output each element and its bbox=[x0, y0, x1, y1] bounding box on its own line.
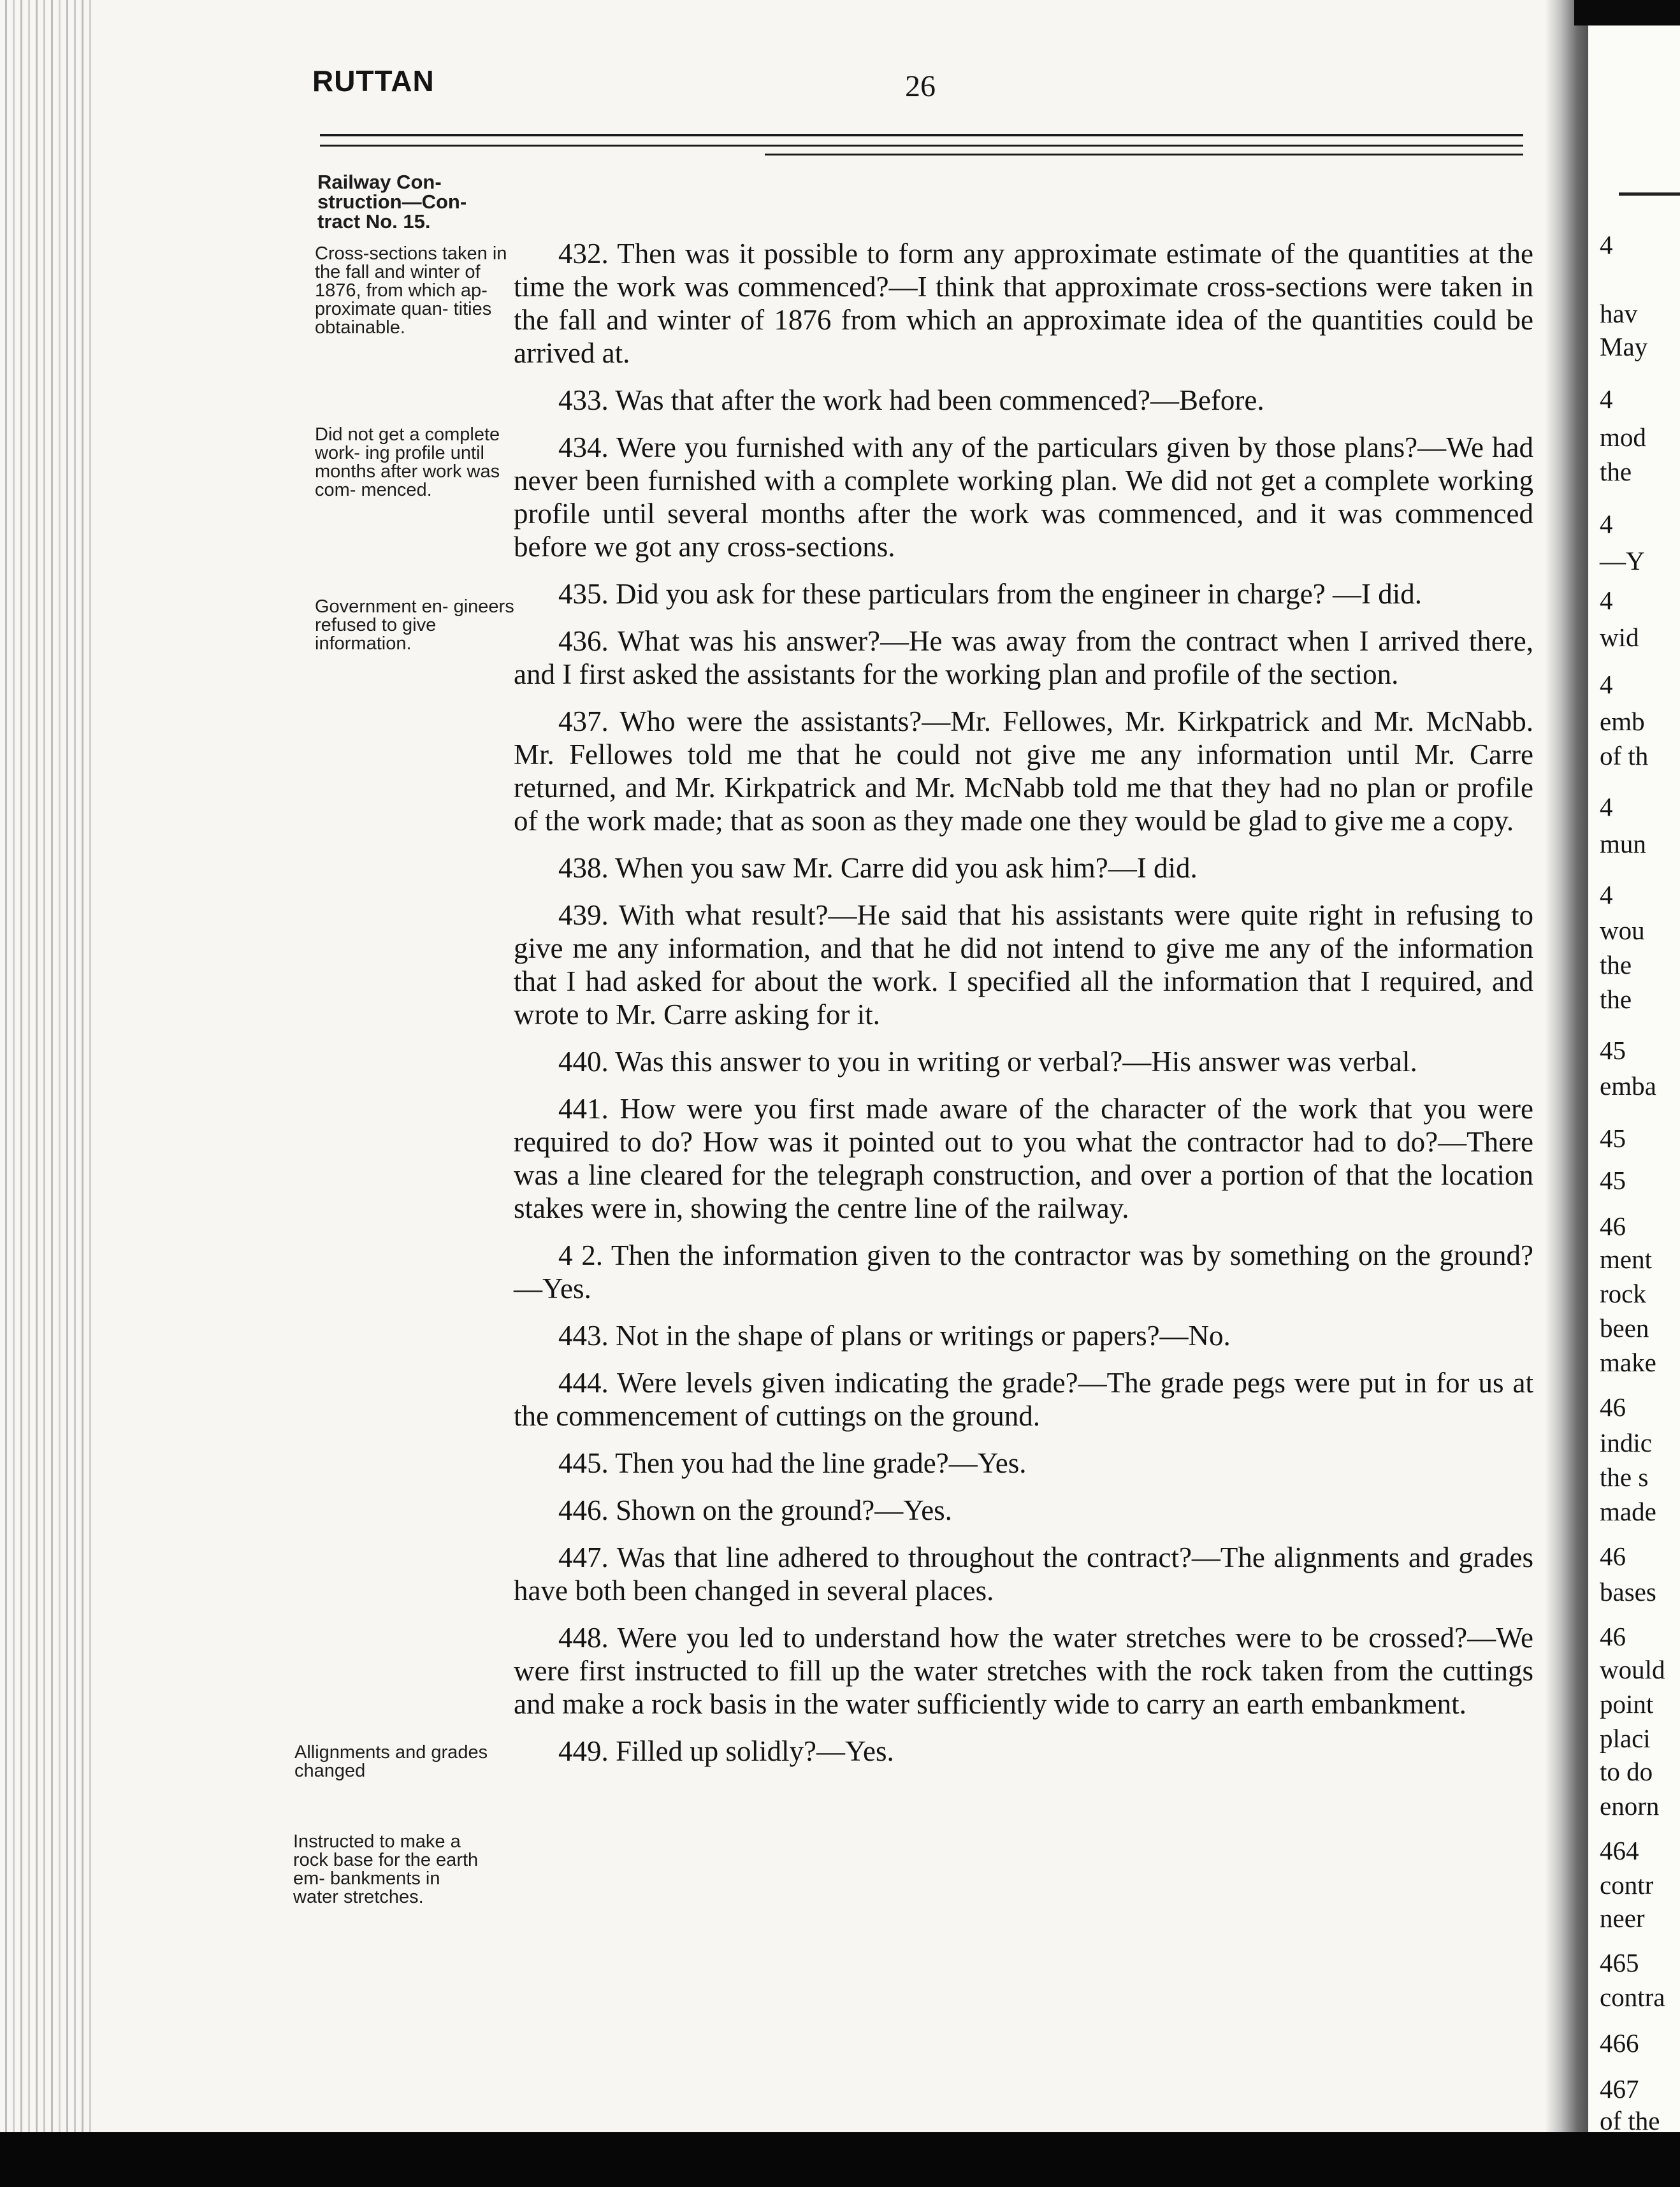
next-page-fragment: 4 bbox=[1600, 586, 1613, 615]
paragraph-439: 439. With what result?—He said that his assistants were quite right in refusing to give me any information, and that he did not intend to give me any of the information that I had asked for about the work. I specified all the information that I required, and wrote to Mr. Carre asking for it. bbox=[514, 899, 1533, 1030]
paragraph-448: 448. Were you led to understand how the water stretches were to be crossed?—We were first instructed to fill up the water stretches with the rock taken from the cuttings and make a rock basis in the water sufficiently wide to carry an earth embankment. bbox=[514, 1622, 1533, 1720]
margin-note-cross-sections: Cross-sections taken in the fall and winter of 1876, from which ap- proximate quan- tities obtainable. bbox=[315, 243, 507, 338]
next-page-fragment: rock bbox=[1600, 1279, 1646, 1308]
next-page-fragment: 4 bbox=[1600, 509, 1613, 538]
paragraph-442: 4 2. Then the information given to the contractor was by something on the ground?—Yes. bbox=[514, 1239, 1533, 1304]
next-page-fragment: 45 bbox=[1600, 1166, 1626, 1195]
next-page-fragment: —Y bbox=[1600, 546, 1645, 575]
next-page-fragment: 466 bbox=[1600, 2028, 1639, 2058]
next-page-fragment: of the bbox=[1600, 2106, 1660, 2132]
next-page-fragment: the bbox=[1600, 950, 1632, 979]
next-page-fragment: point bbox=[1600, 1689, 1654, 1719]
header-rule-extra bbox=[765, 154, 1523, 155]
paragraph-444: 444. Were levels given indicating the grade?—The grade pegs were put in for us at the commencement of cuttings on the ground. bbox=[514, 1367, 1533, 1432]
paragraph-434: 434. Were you furnished with any of the particulars given by those plans?—We had never been furnished with a complete working plan. We did not get a complete working profile until several months after the work was commenced, and it was commenced before we got any cross-sections. bbox=[514, 431, 1533, 563]
paragraph-437: 437. Who were the assistants?—Mr. Fellowes, Mr. Kirkpatrick and Mr. McNabb. Mr. Fellowes told me that he could not give me any information until Mr. Carre returned, and Mr. Kirkpatrick and Mr. McNabb told me that they had no plan or profile of the work made; that as soon as they made one they would be glad to give me a copy. bbox=[514, 705, 1533, 837]
paragraph-438: 438. When you saw Mr. Carre did you ask him?—I did. bbox=[558, 852, 1198, 884]
next-page-fragment: 4 bbox=[1600, 792, 1613, 821]
scan-border-bottom bbox=[0, 2132, 1680, 2187]
next-page-fragment: 4 bbox=[1600, 230, 1613, 259]
paragraph-447: 447. Was that line adhered to throughout the contract?—The alignments and grades have both been changed in several places. bbox=[514, 1541, 1533, 1606]
running-head: RUTTAN bbox=[312, 64, 435, 97]
next-page-fragment: indic bbox=[1600, 1428, 1652, 1457]
paragraph-443: 443. Not in the shape of plans or writings or papers?—No. bbox=[558, 1320, 1231, 1352]
next-page-fragment: May bbox=[1600, 332, 1648, 361]
next-page-fragment: 46 bbox=[1600, 1392, 1626, 1422]
next-page-fragment: ment bbox=[1600, 1245, 1652, 1274]
page-stack-edges bbox=[0, 0, 96, 2187]
margin-note-subject: Railway Con- struction—Con- tract No. 15. bbox=[317, 171, 467, 233]
next-page-fragment: enorn bbox=[1600, 1791, 1660, 1821]
next-page-fragment: 46 bbox=[1600, 1541, 1626, 1571]
next-page-fragment: 46 bbox=[1600, 1622, 1626, 1651]
next-page-fragment: 467 bbox=[1600, 2074, 1639, 2104]
testimony-text bbox=[514, 237, 1533, 1782]
next-page-fragment: made bbox=[1600, 1497, 1656, 1526]
next-page-fragment: to do bbox=[1600, 1757, 1653, 1786]
paragraph-435: 435. Did you ask for these particulars from the engineer in charge? —I did. bbox=[558, 578, 1422, 610]
next-page-fragment: emb bbox=[1600, 707, 1645, 736]
next-page-fragment: contra bbox=[1600, 1982, 1665, 2012]
header-rule-bottom bbox=[320, 145, 1523, 147]
paragraph-440: 440. Was this answer to you in writing or verbal?—His answer was verbal. bbox=[558, 1046, 1417, 1078]
paragraph-441: 441. How were you first made aware of the character of the work that you were required to do? How was it pointed out to you what the contractor had to do?—There was a line cleared for the telegraph construction, and over a portion of that the location stakes were in, showing the centre line of the railway. bbox=[514, 1093, 1533, 1224]
next-page-fragment: the s bbox=[1600, 1462, 1649, 1492]
next-page-fragment: of th bbox=[1600, 741, 1649, 770]
next-page-fragment: would bbox=[1600, 1655, 1665, 1684]
next-page-fragment: make bbox=[1600, 1348, 1656, 1377]
next-page-fragment: wid bbox=[1600, 623, 1639, 652]
paragraph-449: 449. Filled up solidly?—Yes. bbox=[558, 1735, 894, 1767]
next-page-fragment: emba bbox=[1600, 1071, 1656, 1101]
next-page-fragment: 4 bbox=[1600, 670, 1613, 699]
next-page-fragment: the bbox=[1600, 457, 1632, 486]
next-page-fragment: 4 bbox=[1600, 880, 1613, 909]
paragraph-445: 445. Then you had the line grade?—Yes. bbox=[558, 1447, 1027, 1479]
next-page-fragment: 465 bbox=[1600, 1948, 1639, 1977]
header-rule-top bbox=[320, 134, 1523, 136]
next-page-fragment: neer bbox=[1600, 1903, 1645, 1933]
next-page-rule bbox=[1619, 192, 1680, 196]
paragraph-432: 432. Then was it possible to form any approximate estimate of the quantities at the time the work was commenced?—I think that approximate cross-sections were taken in the fall and winter of 1876 from which an approximate idea of the quantities could be arrived at. bbox=[514, 238, 1533, 369]
next-page-fragment: hav bbox=[1600, 299, 1638, 328]
margin-note-government-engineers: Government en- gineers refused to give information. bbox=[315, 596, 514, 654]
next-page-fragment: mod bbox=[1600, 422, 1646, 452]
next-page-edge bbox=[1588, 25, 1680, 2132]
next-page-fragment: the bbox=[1600, 985, 1632, 1014]
paragraph-433: 433. Was that after the work had been commenced?—Before. bbox=[558, 384, 1264, 416]
margin-note-rock-base: Instructed to make a rock base for the earth em- bankments in water stretches. bbox=[293, 1831, 479, 1907]
next-page-fragment: mun bbox=[1600, 829, 1646, 858]
next-page-fragment: contr bbox=[1600, 1870, 1654, 1900]
paragraph-446: 446. Shown on the ground?—Yes. bbox=[558, 1494, 952, 1526]
next-page-fragment: placi bbox=[1600, 1724, 1651, 1753]
scan-border-top bbox=[1574, 0, 1680, 25]
next-page-fragment: 45 bbox=[1600, 1123, 1626, 1153]
next-page-fragment: wou bbox=[1600, 916, 1645, 945]
paragraph-436: 436. What was his answer?—He was away from the contract when I arrived there, and I first asked the assistants for the working plan and profile of the section. bbox=[514, 625, 1533, 690]
margin-note-alignments: Allignments and grades changed bbox=[294, 1742, 488, 1781]
next-page-fragment: been bbox=[1600, 1313, 1649, 1343]
next-page-fragment: bases bbox=[1600, 1577, 1656, 1606]
next-page-fragment: 4 bbox=[1600, 384, 1613, 414]
next-page-fragment: 46 bbox=[1600, 1211, 1626, 1241]
page-number: 26 bbox=[905, 69, 936, 103]
next-page-fragment: 464 bbox=[1600, 1836, 1639, 1865]
next-page-fragment: 45 bbox=[1600, 1036, 1626, 1065]
margin-note-working-profile: Did not get a complete work- ing profile until months after work was com- menced. bbox=[315, 424, 500, 500]
